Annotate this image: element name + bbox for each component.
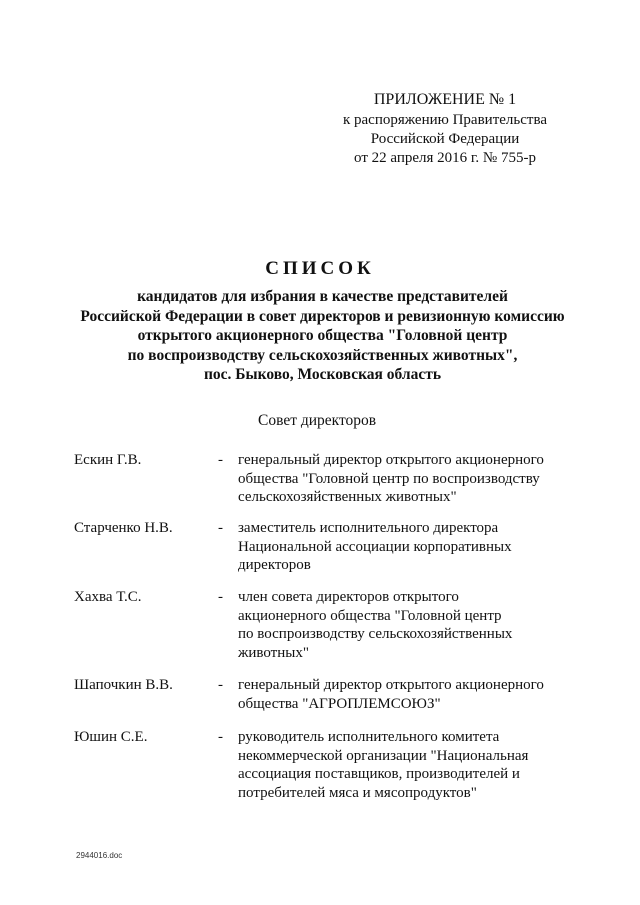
- role-line: потребителей мяса и мясопродуктов": [238, 784, 477, 801]
- role-line: заместитель исполнительного директора: [238, 520, 499, 536]
- role-line: сельскохозяйственных животных": [238, 489, 457, 505]
- candidate-role: [238, 451, 568, 507]
- dash-separator: -: [218, 520, 223, 536]
- role-line: генеральный директор открытого акционерного: [238, 677, 544, 693]
- role-line: генеральный директор открытого акционерного: [238, 452, 544, 468]
- role-line: директоров: [238, 557, 311, 573]
- candidate-role: [238, 588, 568, 662]
- candidate-role: [238, 728, 568, 802]
- appendix-line: от 22 апреля 2016 г. № 755-р: [354, 150, 536, 166]
- appendix-line: к распоряжению Правительства: [342, 112, 547, 128]
- candidate-role: [238, 676, 568, 713]
- candidate-name: Шапочкин В.В.: [74, 677, 173, 693]
- dash-separator: -: [218, 677, 223, 693]
- candidate-name: Юшин С.Е.: [74, 729, 148, 745]
- candidate-name: Хахва Т.С.: [74, 589, 142, 605]
- role-line: ассоциация поставщиков, производителей и: [238, 766, 520, 782]
- role-line: по воспроизводству сельскохозяйственных: [238, 626, 513, 642]
- role-line: животных": [238, 644, 309, 661]
- subtitle-line: открытого акционерного общества "Головной центр: [137, 327, 508, 344]
- subtitle-line: пос. Быково, Московская область: [203, 366, 442, 383]
- dash-separator: -: [218, 729, 223, 745]
- subtitle-line: Российской Федерации в совет директоров и ревизионную комиссию: [80, 307, 565, 325]
- appendix-line: Российской Федерации: [370, 131, 520, 147]
- role-line: некоммерческой организации "Национальная: [238, 747, 529, 764]
- candidate-name: Старченко Н.В.: [74, 520, 173, 536]
- role-line: руководитель исполнительного комитета: [238, 729, 500, 745]
- dash-separator: -: [218, 452, 223, 468]
- appendix-title: ПРИЛОЖЕНИЕ № 1: [373, 91, 517, 108]
- dash-separator: -: [218, 589, 223, 605]
- role-line: общества "Головной центр по воспроизводству: [238, 470, 540, 487]
- candidate-name: Ескин Г.В.: [74, 452, 142, 468]
- subtitle-line: кандидатов для избрания в качестве представителей: [137, 288, 508, 305]
- appendix-block: [330, 90, 560, 168]
- role-line: член совета директоров открытого: [238, 589, 459, 605]
- role-line: Национальной ассоциации корпоративных: [238, 538, 512, 555]
- document-title: СПИСОК: [265, 258, 375, 279]
- document-subtitle: [40, 287, 605, 385]
- role-line: акционерного общества "Головной центр: [238, 607, 502, 624]
- section-heading: Совет директоров: [258, 412, 377, 429]
- footer-file-code: 2944016.doc: [76, 851, 123, 860]
- candidate-role: [238, 519, 568, 575]
- subtitle-line: по воспроизводству сельскохозяйственных животных",: [127, 346, 518, 364]
- role-line: общества "АГРОПЛЕМСОЮЗ": [238, 695, 441, 712]
